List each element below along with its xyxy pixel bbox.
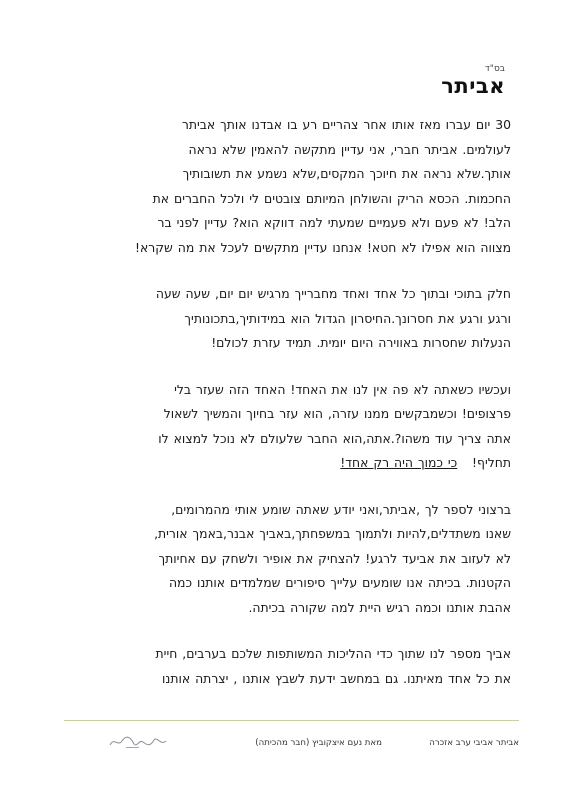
text-line: אהבת אותנו וכמה רגיש היית למה שקורה בכיתה. [248, 599, 511, 615]
letter-body [63, 113, 511, 713]
text-line: פרצופים! וכשמבקשים ממנו עזרה, הוא עזר בחיוך והמשיך לשאול [163, 406, 511, 421]
footer-author-text: מאת נעם איצקוביץ (חבר מהכיתה) [255, 738, 382, 748]
text-line: אביך מספר לנו שתוך כדי ההליכות המשותפות שלכם בערבים, חיית [155, 646, 511, 661]
text-line: אתה צריך עוד משהו?.אתה,הוא החבר שלעולם לא נוכל למצוא לו [158, 430, 511, 446]
footer-divider [64, 720, 519, 721]
bsd-mark: בס"ד [484, 64, 505, 74]
paragraph-1 [63, 113, 511, 260]
text-line: לעולמים. אביתר חברי, אני עדיין מתקשה להאמין שלא נראה [188, 141, 511, 157]
text-line: הלב! לא פעם ולא פעמיים שמעתי למה דווקא הוא? עדיין לפני בר [157, 215, 511, 230]
text-line: אותך.שלא נראה את חיוכך המקסים,שלא נשמע את תשובותיך [182, 166, 511, 181]
closing-word: תחליף! [472, 455, 511, 470]
paragraph-2 [63, 282, 511, 356]
paragraph-3 [63, 378, 511, 476]
text-line: לא לעזוב את אביעד לרגע! להצחיק את אופיר ולשחק עם אחיותך [158, 550, 511, 566]
text-line-closing [63, 451, 511, 476]
text-line: הקטנות. בכיתה אנו שומעים עלייך סיפורים שמלמדים אותנו כמה [168, 575, 511, 590]
paragraph-4 [63, 498, 511, 621]
text-line: חלק בתוכי ובתוך כל אחד ואחד מחברייך מרגיש יום יום, שעה שעה [155, 286, 511, 301]
text-line: את כל אחד מאיתנו. גם במחשב ידעת לשבץ אותנו , יצרתה אותנו [162, 670, 511, 686]
text-line: ועכשיו כשאתה לא פה אין לנו את האחד! האחד הזה שעזר בלי [174, 381, 511, 397]
text-line: שאנו משתדלים,להיות ולתמוך במשפחתך,באביך אבנר,באמך אורית, [154, 526, 511, 541]
text-line: הנעלות שחסרות באווירה היום יומית. תמיד עזרת לכולם! [211, 335, 511, 350]
text-line: ורגע ורגע את חסרונך.החיסרון הגדול הוא במידותיך,בתכונותיך [184, 310, 511, 326]
handwritten-signature [108, 733, 170, 754]
signature-scribble-icon [108, 733, 170, 751]
text-line: ברצוני לספר לך ,אביתר,ואני יודע שאתה שומע אותי מהמרומים, [171, 501, 511, 517]
footer [64, 735, 519, 755]
text-line: 30 יום עברו מאז אותו אחר צהריים רע בו אבדנו אותך אביתר [181, 117, 511, 132]
paragraph-5 [63, 642, 511, 691]
footer-memorial-text: אביתר אביבי ערב אזכרה [429, 738, 519, 748]
page-title: אביתר [441, 74, 505, 98]
underlined-phrase: כי כמוך היה רק אחד! [340, 455, 458, 470]
text-line: החכמות. הכסא הריק והשולחן המיותם צובטים לי ולכל החברים את [152, 190, 511, 206]
text-line: מצווה הוא אפילו לא חטא! אנחנו עדיין מתקשים לעכל את מה שקרא! [135, 239, 511, 255]
